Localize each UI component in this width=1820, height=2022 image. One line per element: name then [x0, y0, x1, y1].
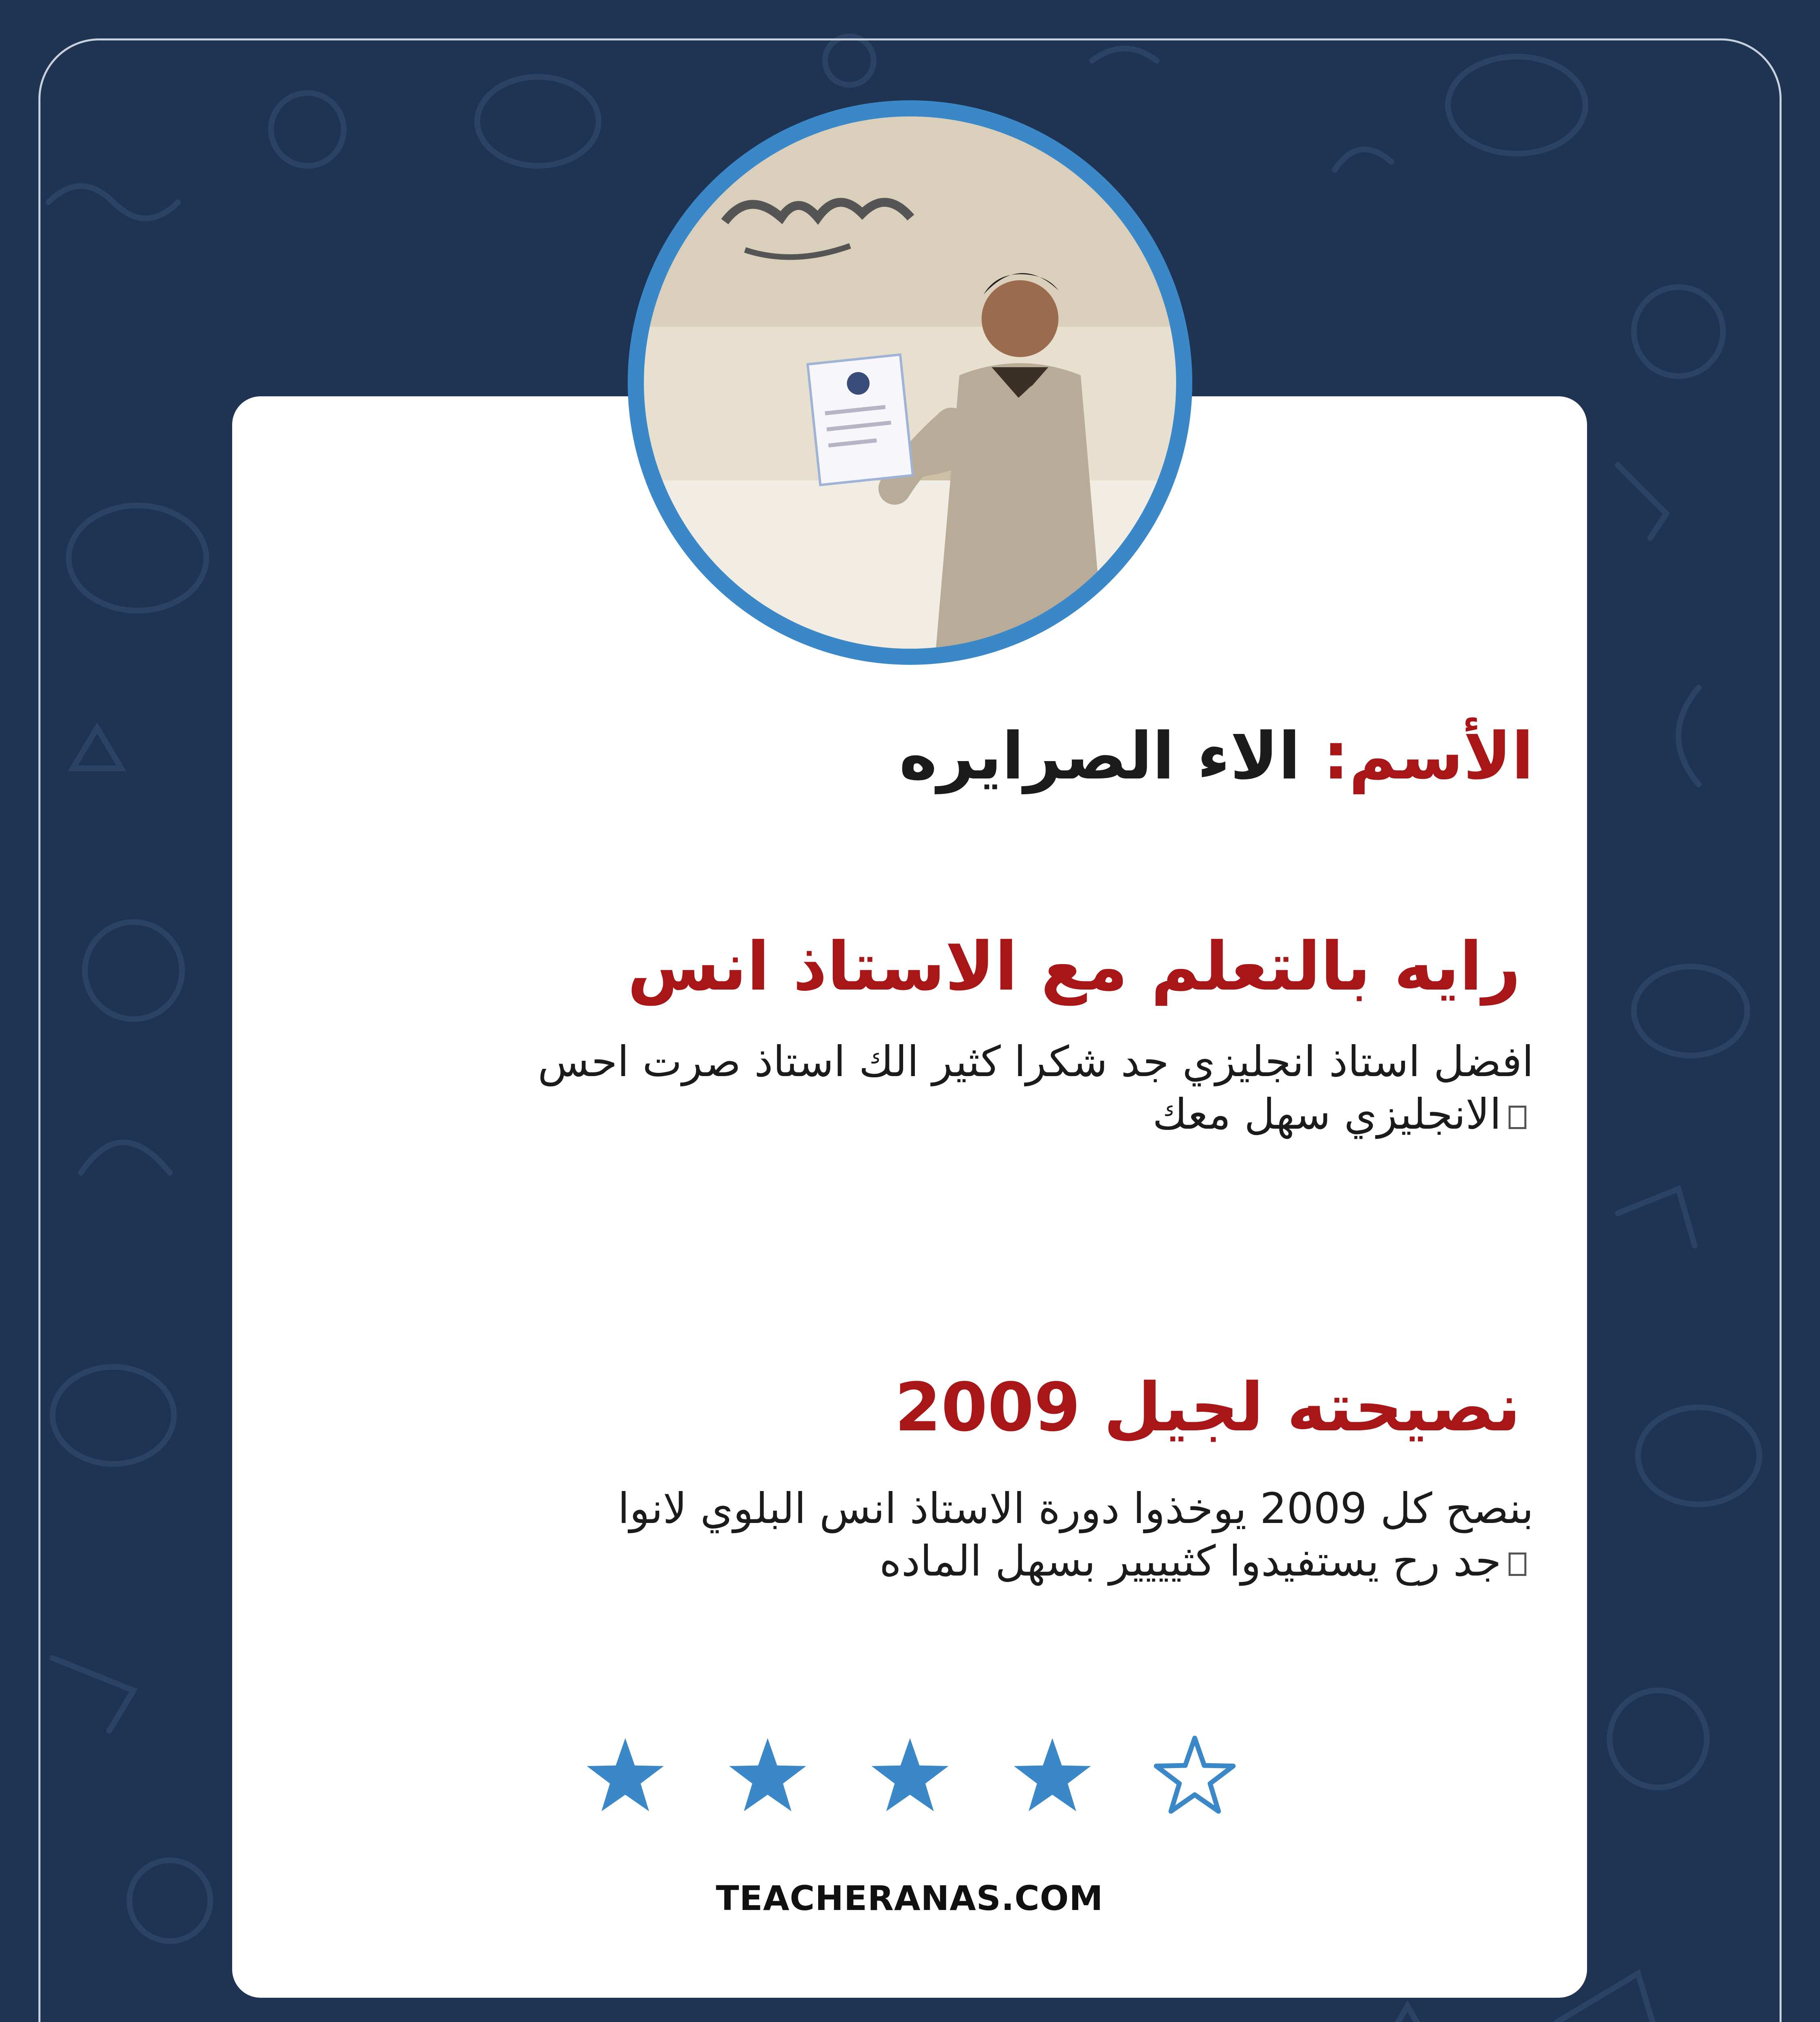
star-outline-icon	[1150, 1735, 1239, 1820]
star-filled-icon	[581, 1735, 670, 1820]
advice-text	[361, 1482, 1534, 1587]
placeholder-glyph-icon	[1509, 1552, 1526, 1576]
star-rating	[581, 1735, 1252, 1816]
website-url: TEACHERANAS.COM	[715, 1878, 1104, 1918]
star-filled-icon	[866, 1735, 954, 1820]
advice-line-2-wrap	[361, 1535, 1534, 1587]
opinion-text	[361, 1035, 1534, 1140]
name-label: الأسم:	[1323, 718, 1534, 794]
opinion-line-1: افضل استاذ انجليزي جد شكرا كثير الك استاذ صرت احس	[538, 1037, 1534, 1086]
star-filled-icon	[723, 1735, 812, 1820]
opinion-line-2-wrap	[361, 1088, 1534, 1140]
advice-heading: نصيحته لجيل 2009	[895, 1368, 1521, 1446]
avatar	[628, 100, 1192, 665]
placeholder-glyph-icon	[1509, 1106, 1526, 1129]
advice-line-2: جد رح يستفيدوا كثيييير بسهل الماده	[879, 1536, 1501, 1586]
student-name-line	[482, 712, 1534, 801]
opinion-heading: رايه بالتعلم مع الاستاذ انس	[627, 928, 1521, 1005]
student-photo	[644, 116, 1176, 649]
student-name: الاء الصرايره	[899, 718, 1301, 794]
opinion-line-2: الانجليزي سهل معك	[1152, 1089, 1501, 1139]
star-filled-icon	[1008, 1735, 1097, 1820]
advice-line-1: بنصح كل 2009 يوخذوا دورة الاستاذ انس البلوي لانوا	[618, 1484, 1534, 1533]
